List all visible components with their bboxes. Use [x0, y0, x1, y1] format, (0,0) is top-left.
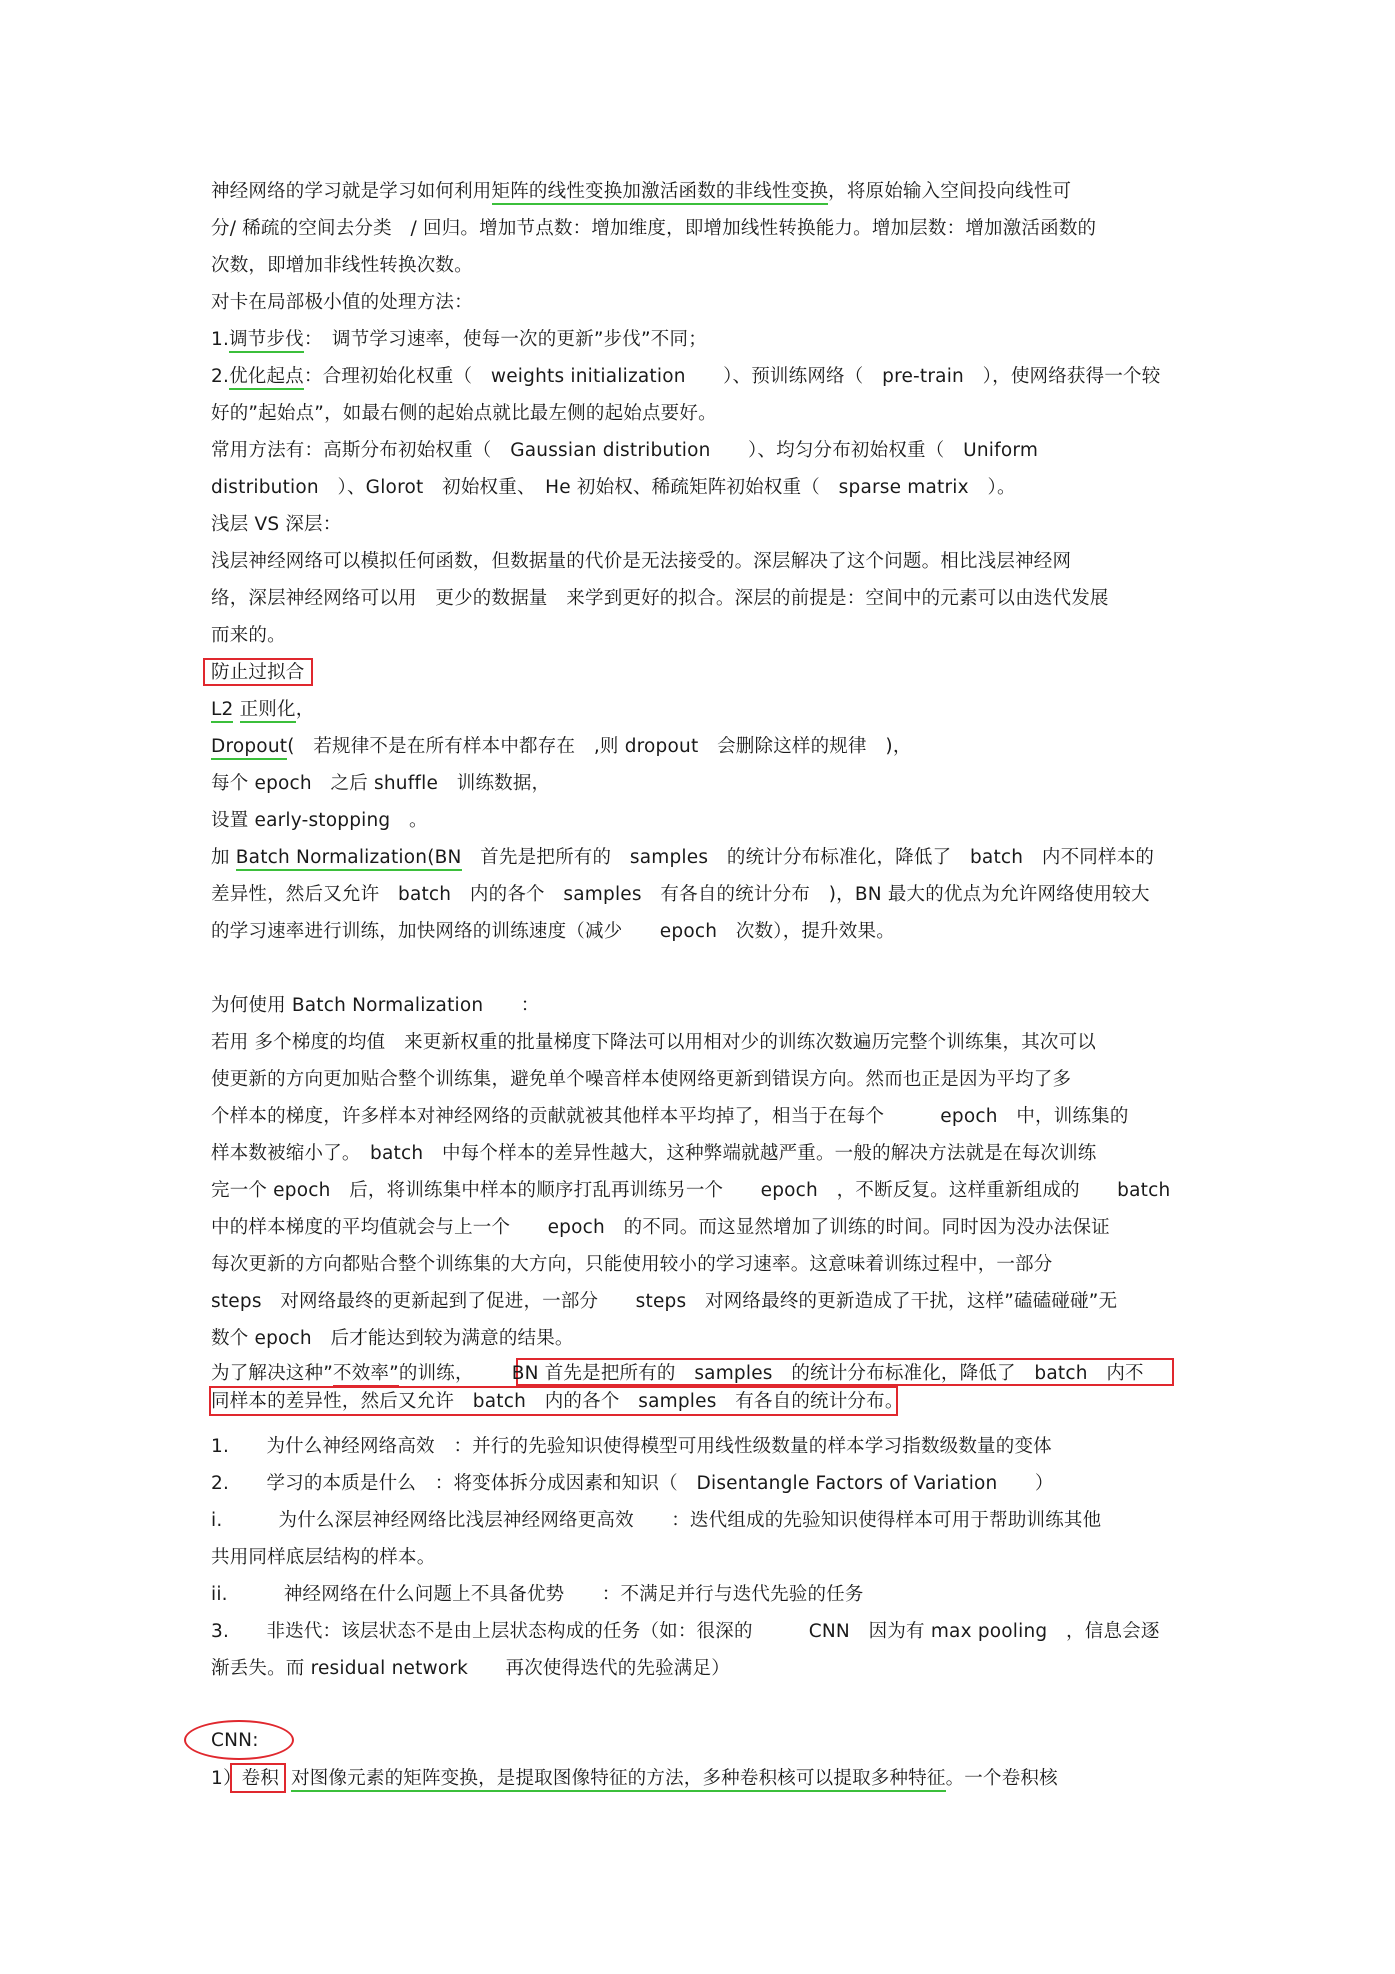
shallow-deep-line-3: 而来的。: [211, 625, 286, 646]
item-number: 2.: [211, 366, 230, 387]
why-bn-line-4: 样本数被缩小了。 batch 中每个样本的差异性越大，这种弊端就越严重。一般的解决方法就是在每次训练: [211, 1143, 1097, 1164]
green-underlined-text: 优化起点: [229, 366, 304, 390]
shuffle-line: 每个 epoch 之后 shuffle 训练数据，: [211, 773, 551, 794]
intro-text: ，将原始输入空间投向线性可: [828, 181, 1072, 202]
item-text: ( 若规律不是在所有样本中都存在 ,则 dropout 会删除这样的规律 )，: [287, 736, 912, 757]
item-text: ：合理初始化权重（ weights initialization ）、预训练网络（ pre-train ），使网络获得一个较: [303, 366, 1161, 387]
why-bn-line-6: 中的样本梯度的平均值就会与上一个 epoch 的不同。而这显然增加了训练的时间。同时因为没办法保证: [211, 1217, 1110, 1238]
why-bn-line-2: 使更新的方向更加贴合整个训练集，避免单个噪音样本使网络更新到错误方向。然而也正是因为平均了多: [211, 1069, 1072, 1090]
qa-item-2: 2. 学习的本质是什么 ：将变体拆分成因素和知识（ Disentangle Factors of Variation ）: [211, 1473, 1054, 1494]
green-underlined-text: Batch Normalization(BN: [236, 847, 462, 871]
item-text: 加: [211, 847, 236, 868]
why-bn-line-1: 若用 多个梯度的均值 来更新权重的批量梯度下降法可以用相对少的训练次数遍历完整个训练集，其次可以: [211, 1032, 1096, 1053]
local-min-item-2: [211, 365, 1160, 389]
shallow-deep-line-2: 络，深层神经网络可以用 更少的数据量 来学到更好的拟合。深层的前提是：空间中的元素可以由迭代发展: [211, 588, 1109, 609]
item-text: 首先是把所有的 samples 的统计分布标准化，降低了 batch 内不同样本的: [461, 847, 1155, 868]
why-bn-line-10: [211, 1362, 1144, 1386]
qa-item-i: i. 为什么深层神经网络比浅层神经网络更高效 ：迭代组成的先验知识使得样本可用于帮助训练其他: [211, 1510, 1102, 1531]
red-underlined-text: 不效率”: [333, 1363, 399, 1387]
item-text: 为了解决这种”: [211, 1363, 333, 1384]
item-text: ： 调节学习速率，使每一次的更新”步伐”不同；: [303, 329, 707, 350]
item-number: 1.: [211, 329, 230, 350]
local-min-item-1: [211, 328, 707, 352]
green-underlined-text: Dropout: [211, 736, 287, 760]
green-underlined-text: L2: [211, 699, 233, 723]
green-underlined-text: 对图像元素的矩阵变换，是提取图像特征的方法，多种卷积核可以提取多种特征: [291, 1768, 946, 1792]
bn-line-1: [211, 846, 1154, 870]
local-min-heading: 对卡在局部极小值的处理方法：: [211, 292, 473, 313]
local-min-item-2-cont: 好的”起始点”，如最右侧的起始点就比最左侧的起始点要好。: [211, 403, 717, 424]
qa-item-ii: ii. 神经网络在什么问题上不具备优势 ：不满足并行与迭代先验的任务: [211, 1584, 864, 1605]
qa-item-i-cont: 共用同样底层结构的样本。: [211, 1547, 436, 1568]
cnn-heading: CNN:: [211, 1730, 259, 1751]
intro-line-1: [211, 180, 1071, 204]
intro-text: 神经网络的学习就是学习如何利用: [211, 181, 492, 202]
shallow-deep-line-1: 浅层神经网络可以模拟任何函数，但数据量的代价是无法接受的。深层解决了这个问题。相比浅层神经网: [211, 551, 1072, 572]
boxed-text: BN 首先是把所有的 samples 的统计分布标准化，降低了 batch 内不: [511, 1363, 1144, 1384]
item-text: 。一个卷积核: [945, 1768, 1058, 1789]
why-bn-line-7: 每次更新的方向都贴合整个训练集的大方向，只能使用较小的学习速率。这意味着训练过程中，一部分: [211, 1254, 1053, 1275]
item-text: ，: [295, 699, 315, 720]
why-bn-line-9: 数个 epoch 后才能达到较为满意的结果。: [211, 1328, 574, 1349]
early-stopping-line: 设置 early-stopping 。: [211, 810, 428, 831]
qa-item-3: 3. 非迭代：该层状态不是由上层状态构成的任务（如：很深的 CNN 因为有 max pooling ，信息会逐: [211, 1621, 1160, 1642]
why-bn-line-5: 完一个 epoch 后，将训练集中样本的顺序打乱再训练另一个 epoch ，不断反复。这样重新组成的 batch: [211, 1180, 1171, 1201]
bn-line-3: 的学习速率进行训练，加快网络的训练速度（减少 epoch 次数），提升效果。: [211, 921, 895, 942]
intro-line-3: 次数，即增加非线性转换次数。: [211, 255, 473, 276]
common-methods-line-2: distribution ）、Glorot 初始权重、 He 初始权、稀疏矩阵初始权重（ sparse matrix ）。: [211, 477, 1016, 498]
green-underlined-text: 矩阵的线性变换加激活函数的非线性变换: [492, 181, 829, 205]
qa-item-3-cont: 渐丢失。而 residual network 再次使得迭代的先验满足）: [211, 1658, 730, 1679]
item-text: 的训练，: [398, 1363, 474, 1384]
bn-line-2: 差异性，然后又允许 batch 内的各个 samples 有各自的统计分布 )，BN 最大的优点为允许网络使用较大: [211, 884, 1150, 905]
dropout-line: [211, 735, 912, 759]
why-bn-line-3: 个样本的梯度，许多样本对神经网络的贡献就被其他样本平均掉了，相当于在每个 epoch 中，训练集的: [211, 1106, 1129, 1127]
green-underlined-text: 正则化: [240, 699, 296, 723]
overfit-heading: 防止过拟合: [211, 662, 305, 683]
shallow-deep-heading: 浅层 VS 深层：: [211, 514, 342, 535]
why-bn-heading: 为何使用 Batch Normalization ：: [211, 995, 540, 1016]
l2-regularization: [211, 698, 314, 722]
qa-item-1: 1. 为什么神经网络高效 ：并行的先验知识使得模型可用线性级数量的样本学习指数级数量的变体: [211, 1436, 1052, 1457]
why-bn-line-8: steps 对网络最终的更新起到了促进，一部分 steps 对网络最终的更新造成了干扰，这样”磕磕碰碰”无: [211, 1291, 1118, 1312]
intro-line-2: 分/ 稀疏的空间去分类 / 回归。增加节点数：增加维度，即增加线性转换能力。增加层数：增加激活函数的: [211, 218, 1097, 239]
boxed-text: 卷积: [241, 1768, 280, 1789]
common-methods-line-1: 常用方法有：高斯分布初始权重（ Gaussian distribution ）、均匀分布初始权重（ Uniform: [211, 440, 1039, 461]
why-bn-line-11: 同样本的差异性，然后又允许 batch 内的各个 samples 有各自的统计分布。: [211, 1391, 904, 1412]
cnn-item-1: [211, 1767, 1058, 1791]
green-underlined-text: 调节步伐: [229, 329, 304, 353]
item-number: 1）: [211, 1768, 242, 1789]
